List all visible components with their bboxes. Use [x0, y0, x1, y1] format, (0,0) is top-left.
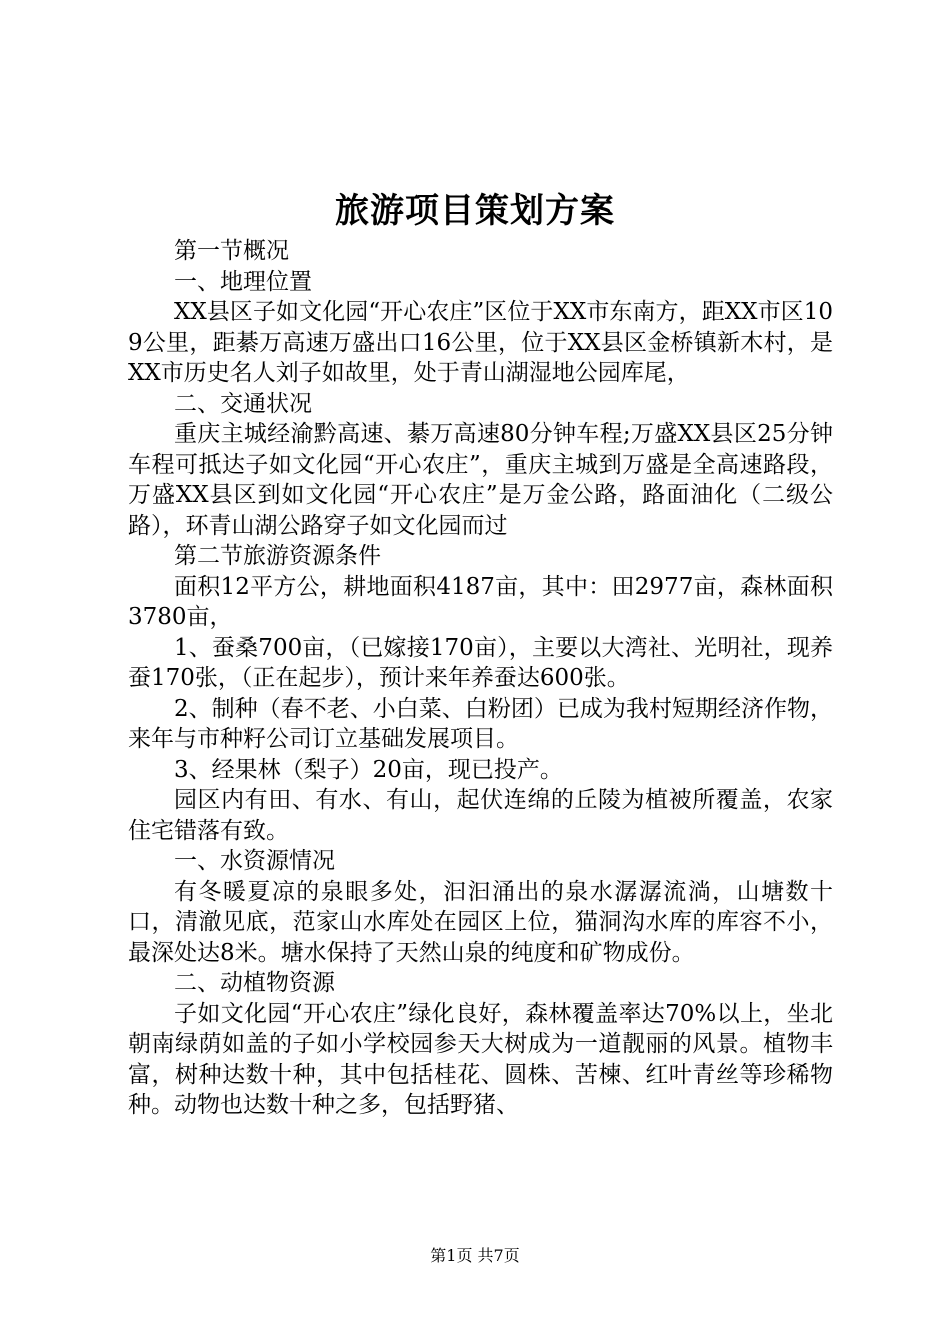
paragraph: 园区内有田、有水、有山，起伏连绵的丘陵为植被所覆盖，农家住宅错落有致。 — [128, 787, 833, 844]
section-heading: 第二节旅游资源条件 — [174, 543, 381, 569]
list-item: 2、制种（春不老、小白菜、白粉团）已成为我村短期经济作物，来年与市种籽公司订立基础发展项目。 — [128, 695, 833, 752]
page-footer: 第1页 共7页 — [430, 1246, 520, 1265]
page-title: 旅游项目策划方案 — [335, 191, 615, 231]
subsection-heading: 二、动植物资源 — [174, 970, 335, 996]
paragraph: 面积12平方公，耕地面积4187亩，其中：田2977亩，森林面积3780亩， — [128, 573, 833, 630]
paragraph: 有冬暖夏凉的泉眼多处，汩汩涌出的泉水潺潺流淌，山塘数十口，清澈见底，范家山水库处在园区上位，猫洞沟水库的库容不小，最深处达8米。塘水保持了天然山泉的纯度和矿物成份。 — [128, 878, 833, 966]
paragraph: XX县区子如文化园“开心农庄”区位于XX市东南方，距XX市区109公里，距綦万高速万盛出口16公里，位于XX县区金桥镇新木村，是XX市历史名人刘子如故里，处于青山湖湿地公园库尾， — [128, 299, 833, 386]
section-heading: 第一节概况 — [174, 238, 289, 264]
subsection-heading: 一、水资源情况 — [174, 848, 335, 874]
subsection-heading: 二、交通状况 — [174, 390, 312, 417]
paragraph: 重庆主城经渝黔高速、綦万高速80分钟车程;万盛XX县区25分钟车程可抵达子如文化园“开心农庄”，重庆主城到万盛是全高速路段，万盛XX县区到如文化园“开心农庄”是万金公路，路面油化（二级公路），环青山湖公路穿子如文化园而过 — [128, 421, 833, 539]
list-item: 3、经果林（梨子）20亩，现已投产。 — [174, 756, 563, 783]
subsection-heading: 一、地理位置 — [174, 268, 312, 295]
document-body — [128, 236, 833, 1121]
paragraph: 子如文化园“开心农庄”绿化良好，森林覆盖率达70%以上，坐北朝南绿荫如盖的子如小学校园参天大树成为一道靓丽的风景。植物丰富，树种达数十种，其中包括桂花、圆株、苦楝、红叶青丝等珍稀物种。动物也达数十种之多，包括野猪、 — [128, 1000, 833, 1118]
list-item: 1、蚕桑700亩，（已嫁接170亩），主要以大湾社、光明社，现养蚕170张，（正在起步），预计来年养蚕达600张。 — [128, 634, 833, 691]
